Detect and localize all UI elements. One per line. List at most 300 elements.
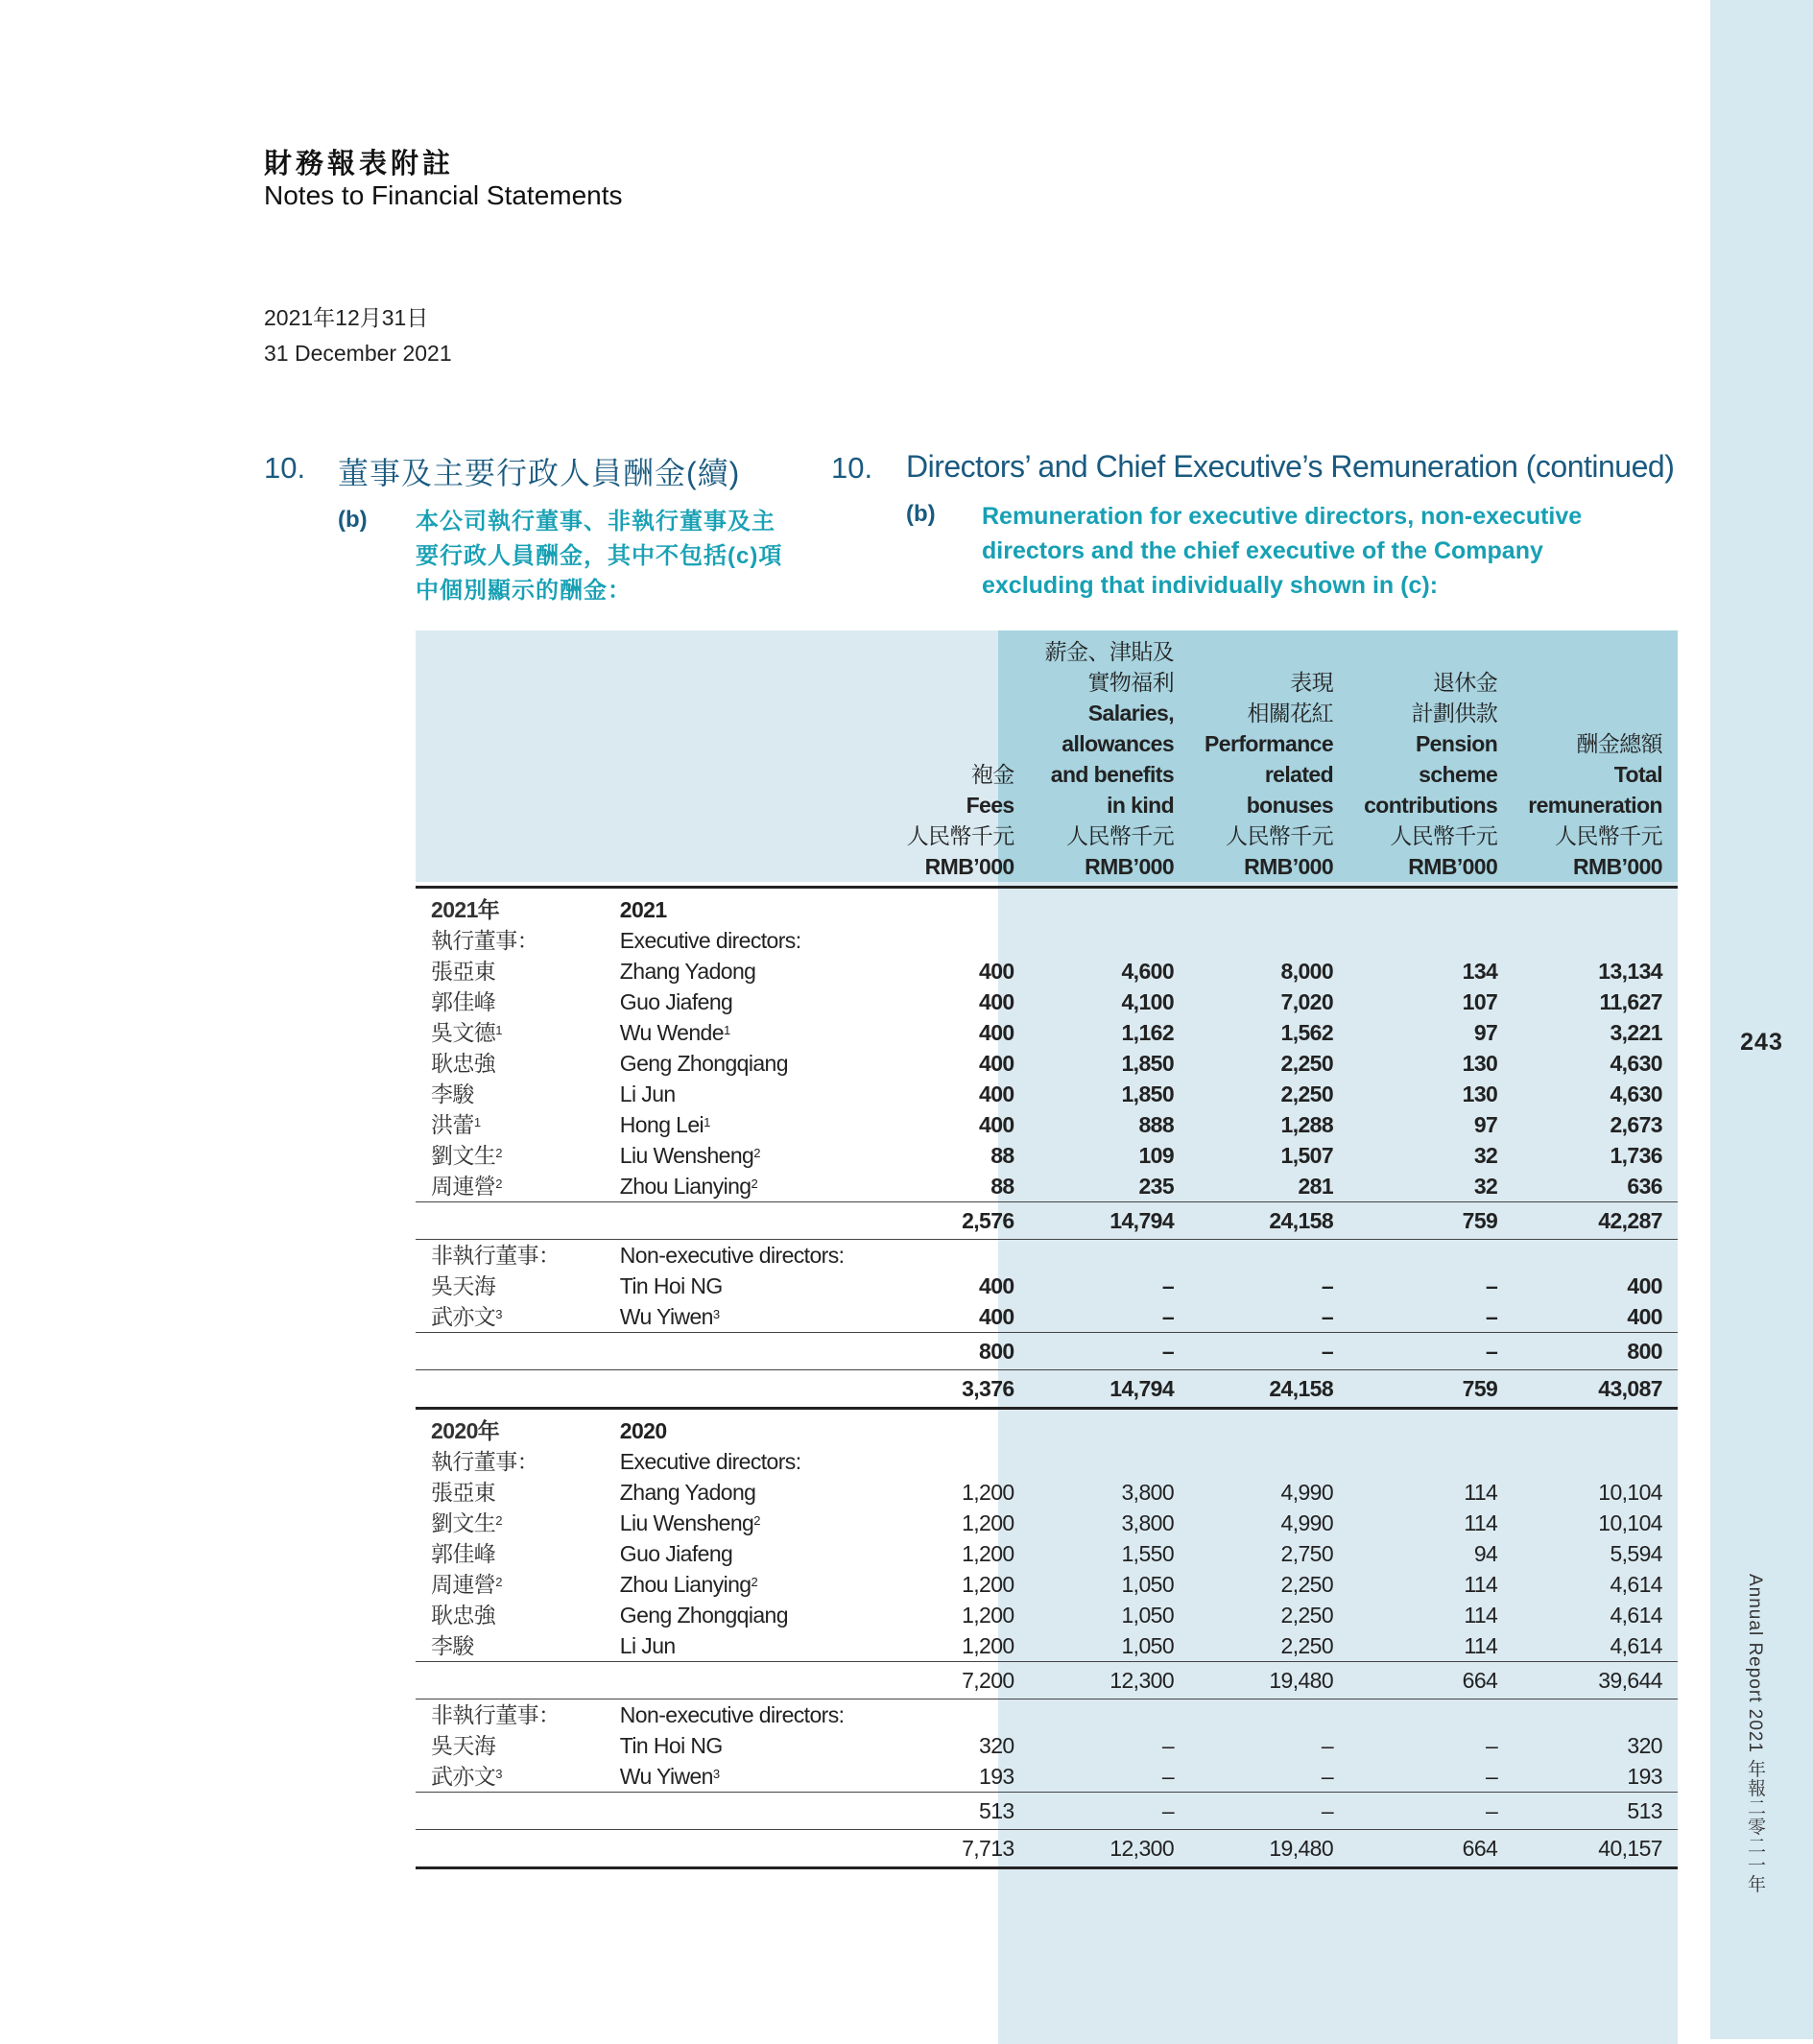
value-cell: 114 [1464, 1633, 1498, 1658]
table-row [416, 1477, 1678, 1508]
value-cell: 1,200 [962, 1541, 1014, 1566]
column-header-line: related [1264, 762, 1334, 787]
empty-cell [892, 1409, 1030, 1447]
director-name-en: Liu Wensheng$^2$ [619, 1510, 760, 1535]
column-header-line: 計劃供款 [1411, 701, 1498, 725]
column-header-line: 薪金、津貼及 [1044, 639, 1175, 664]
blank-cell [605, 1830, 892, 1868]
value-cell: 3,800 [1121, 1480, 1175, 1505]
empty-cell [1030, 925, 1189, 956]
value-cell: 12,300 [1030, 1662, 1189, 1699]
value-cell: – [1321, 1273, 1334, 1298]
empty-cell [1030, 888, 1189, 926]
value-cell: 400 [979, 1273, 1014, 1298]
value-cell: – [1189, 1333, 1348, 1370]
value-cell: – [1161, 1273, 1175, 1298]
value-cell: 42,287 [1513, 1202, 1678, 1240]
footnote-mark: 2 [751, 1176, 758, 1191]
director-name-zh: 周連營$^2$ [431, 1174, 502, 1199]
director-name-en: Hong Lei$^1$ [619, 1112, 710, 1137]
value-cell: 88 [990, 1174, 1014, 1199]
director-name-zh: 張亞東 [431, 1480, 496, 1505]
column-header-line: bonuses [1246, 793, 1334, 818]
footnote-mark: 3 [495, 1307, 502, 1321]
table-row [416, 1171, 1678, 1202]
director-name-en: Liu Wensheng$^2$ [619, 1143, 760, 1168]
director-name-zh: 洪蕾$^1$ [431, 1112, 481, 1137]
value-cell: 2,250 [1280, 1603, 1334, 1628]
column-header-line: 實物福利 [1087, 670, 1175, 695]
table-row [416, 1140, 1678, 1171]
remuneration-table-wrap [416, 630, 1678, 1869]
empty-cell [1348, 1409, 1513, 1447]
footnote-mark: 2 [495, 1575, 502, 1589]
empty-cell [892, 1240, 1030, 1272]
column-header [1189, 630, 1348, 888]
column-header-line: contributions [1364, 793, 1498, 818]
value-cell: 11,627 [1599, 989, 1662, 1014]
value-cell: 3,800 [1121, 1510, 1175, 1535]
column-header-line: 退休金 [1433, 670, 1498, 695]
value-cell: 19,480 [1189, 1830, 1348, 1868]
year-row-zh: 2021年 [416, 888, 605, 926]
footnote-mark: 2 [495, 1146, 502, 1160]
value-cell: 43,087 [1513, 1370, 1678, 1409]
column-header-line: RMB’000 [1573, 854, 1662, 879]
footnote-mark: 3 [712, 1767, 720, 1781]
value-cell: 400 [1627, 1304, 1662, 1329]
empty-cell [1030, 1409, 1189, 1447]
subsection-letter-zh: (b) [338, 507, 368, 533]
value-cell: 1,288 [1280, 1112, 1334, 1137]
value-cell: 130 [1462, 1051, 1498, 1076]
value-cell: 664 [1348, 1830, 1513, 1868]
empty-cell [1189, 888, 1348, 926]
value-cell: – [1189, 1793, 1348, 1830]
director-name-zh: 吳文德$^1$ [431, 1020, 502, 1045]
empty-cell [1513, 1409, 1678, 1447]
value-cell: 513 [1513, 1793, 1678, 1830]
value-cell: 888 [1138, 1112, 1175, 1137]
value-cell: – [1321, 1764, 1334, 1789]
table-row [416, 1017, 1678, 1048]
column-header [1348, 630, 1513, 888]
column-header-line: Total [1613, 762, 1662, 787]
column-header-line: 人民幣千元 [906, 823, 1014, 848]
column-header-line: Salaries, [1087, 701, 1175, 725]
group-label-row-en: Non-executive directors: [605, 1699, 892, 1731]
value-cell: 320 [1627, 1733, 1662, 1758]
empty-cell [1189, 1240, 1348, 1272]
director-name-en: Tin Hoi NG [619, 1273, 723, 1298]
subsection-title-en: Remuneration for executive directors, non-executive directors and the chief executive of the Company excluding that individually shown in (c): [982, 503, 1583, 599]
total-row [416, 1830, 1678, 1868]
value-cell: 4,614 [1610, 1603, 1662, 1628]
footnote-mark: 1 [473, 1115, 481, 1129]
value-cell: 8,000 [1280, 959, 1334, 984]
value-cell: 5,594 [1610, 1541, 1662, 1566]
empty-cell [1189, 925, 1348, 956]
director-name-en: Tin Hoi NG [619, 1733, 723, 1758]
value-cell: 130 [1462, 1081, 1498, 1106]
column-header-line: RMB’000 [924, 854, 1014, 879]
value-cell: 193 [1627, 1764, 1662, 1789]
header-blank [605, 630, 892, 888]
empty-cell [1030, 1446, 1189, 1477]
value-cell: 636 [1627, 1174, 1662, 1199]
year-row [416, 888, 1678, 926]
value-cell: 4,990 [1280, 1510, 1334, 1535]
director-name-en: Zhou Lianying$^2$ [619, 1572, 758, 1597]
director-name-zh: 吳天海 [431, 1273, 496, 1298]
value-cell: 513 [892, 1793, 1030, 1830]
page-number: 243 [1740, 1029, 1783, 1056]
director-name-zh: 郭佳峰 [431, 1541, 496, 1566]
empty-cell [1513, 1699, 1678, 1731]
value-cell: 2,250 [1280, 1051, 1334, 1076]
date-en: 31 December 2021 [264, 341, 452, 366]
blank-cell [605, 1333, 892, 1370]
value-cell: – [1161, 1304, 1175, 1329]
table-row [416, 1079, 1678, 1109]
value-cell: 759 [1348, 1202, 1513, 1240]
value-cell: 1,550 [1121, 1541, 1175, 1566]
value-cell: 4,630 [1610, 1081, 1662, 1106]
column-header-line: 人民幣千元 [1226, 823, 1334, 848]
value-cell: 32 [1473, 1174, 1498, 1199]
column-header-line: 人民幣千元 [1390, 823, 1498, 848]
value-cell: 94 [1473, 1541, 1498, 1566]
value-cell: 1,736 [1610, 1143, 1662, 1168]
blank-cell [605, 1202, 892, 1240]
value-cell: 281 [1298, 1174, 1334, 1199]
value-cell: – [1161, 1733, 1175, 1758]
table-row [416, 1538, 1678, 1569]
blank-cell [416, 1333, 605, 1370]
value-cell: 320 [979, 1733, 1014, 1758]
blank-cell [416, 1370, 605, 1409]
value-cell: 4,614 [1610, 1633, 1662, 1658]
value-cell: 400 [979, 1304, 1014, 1329]
value-cell: 400 [979, 1020, 1014, 1045]
column-header-line: 相關花紅 [1247, 701, 1334, 725]
footnote-mark: 2 [751, 1575, 758, 1589]
column-header-line: Fees [966, 793, 1014, 818]
value-cell: 193 [979, 1764, 1014, 1789]
table-row [416, 956, 1678, 986]
value-cell: 1,850 [1121, 1051, 1175, 1076]
value-cell: 114 [1464, 1572, 1498, 1597]
value-cell: 1,200 [962, 1510, 1014, 1535]
value-cell: 400 [979, 1081, 1014, 1106]
value-cell: 7,713 [892, 1830, 1030, 1868]
value-cell: – [1348, 1333, 1513, 1370]
empty-cell [892, 925, 1030, 956]
value-cell: 114 [1464, 1510, 1498, 1535]
blank-cell [605, 1793, 892, 1830]
director-name-zh: 耿忠強 [431, 1051, 496, 1076]
empty-cell [1348, 1699, 1513, 1731]
subtotal-row [416, 1333, 1678, 1370]
value-cell: – [1486, 1273, 1498, 1298]
empty-cell [892, 888, 1030, 926]
table-row [416, 1109, 1678, 1140]
column-header-line: 袍金 [970, 762, 1014, 787]
value-cell: – [1030, 1333, 1189, 1370]
subtotal-row [416, 1793, 1678, 1830]
column-header-line: allowances [1062, 731, 1175, 756]
value-cell: 4,630 [1610, 1051, 1662, 1076]
director-name-zh: 張亞東 [431, 959, 496, 984]
subsection-title-zh: 本公司執行董事、非執行董事及主要行政人員酬金，其中不包括(c)項中個別顯示的酬金： [416, 509, 783, 604]
group-label-row [416, 1446, 1678, 1477]
director-name-en: Zhang Yadong [619, 1480, 756, 1505]
column-header-line: 人民幣千元 [1066, 823, 1175, 848]
table-row [416, 1048, 1678, 1079]
director-name-en: Geng Zhongqiang [619, 1603, 788, 1628]
column-header-line: 人民幣千元 [1554, 823, 1662, 848]
value-cell: 10,104 [1598, 1480, 1662, 1505]
empty-cell [1513, 925, 1678, 956]
section-number-zh: 10. [264, 451, 306, 485]
director-name-zh: 周連營$^2$ [431, 1572, 502, 1597]
director-name-en: Li Jun [619, 1633, 676, 1658]
value-cell: 400 [979, 959, 1014, 984]
column-header-line: RMB’000 [1085, 854, 1175, 879]
value-cell: – [1321, 1304, 1334, 1329]
section-number-en: 10. [831, 451, 873, 485]
empty-cell [1513, 1240, 1678, 1272]
director-name-zh: 郭佳峰 [431, 989, 496, 1014]
year-row-en: 2021 [605, 888, 892, 926]
empty-cell [1030, 1699, 1189, 1731]
value-cell: 39,644 [1513, 1662, 1678, 1699]
table-row [416, 1271, 1678, 1301]
column-header-line: remuneration [1528, 793, 1662, 818]
table-row [416, 1301, 1678, 1333]
value-cell: 7,200 [892, 1662, 1030, 1699]
director-name-en: Guo Jiafeng [619, 989, 733, 1014]
value-cell: 1,200 [962, 1572, 1014, 1597]
value-cell: 400 [1627, 1273, 1662, 1298]
value-cell: – [1161, 1764, 1175, 1789]
table-header-row [416, 630, 1678, 888]
value-cell: 3,376 [892, 1370, 1030, 1409]
column-header [1030, 630, 1189, 888]
director-name-en: Wu Yiwen$^3$ [619, 1304, 720, 1329]
value-cell: 2,250 [1280, 1081, 1334, 1106]
value-cell: – [1321, 1733, 1334, 1758]
director-name-en: Guo Jiafeng [619, 1541, 733, 1566]
director-name-zh: 吳天海 [431, 1733, 496, 1758]
group-label-row-zh: 非執行董事： [416, 1699, 605, 1731]
value-cell: – [1486, 1304, 1498, 1329]
footnote-mark: 3 [712, 1307, 720, 1321]
column-header-line: in kind [1107, 793, 1175, 818]
group-label-row-en: Executive directors: [619, 928, 801, 953]
table-row [416, 1569, 1678, 1600]
value-cell: 2,250 [1280, 1572, 1334, 1597]
value-cell: 800 [1513, 1333, 1678, 1370]
value-cell: 107 [1462, 989, 1498, 1014]
report-label: Annual Report 2021 年報二零二一年 [1745, 1574, 1765, 1894]
blank-cell [416, 1830, 605, 1868]
value-cell: 13,134 [1598, 959, 1662, 984]
director-name-en: Wu Yiwen$^3$ [619, 1764, 720, 1789]
director-name-zh: 劉文生$^2$ [431, 1143, 502, 1168]
value-cell: 88 [990, 1143, 1014, 1168]
empty-cell [1348, 925, 1513, 956]
subsection-letter-en: (b) [906, 501, 936, 527]
value-cell: 800 [892, 1333, 1030, 1370]
table-row [416, 1761, 1678, 1793]
column-header-line: 酬金總額 [1576, 731, 1662, 756]
header-blank [416, 630, 605, 888]
footnote-mark: 2 [495, 1513, 502, 1528]
footnote-mark: 2 [495, 1176, 502, 1191]
empty-cell [1348, 1446, 1513, 1477]
footnote-mark: 1 [704, 1115, 710, 1129]
value-cell: 1,507 [1280, 1143, 1334, 1168]
empty-cell [1030, 1240, 1189, 1272]
footnote-mark: 1 [495, 1023, 502, 1037]
value-cell: 235 [1138, 1174, 1175, 1199]
column-header-line: RMB’000 [1408, 854, 1498, 879]
blank-cell [416, 1662, 605, 1699]
value-cell: 1,200 [962, 1633, 1014, 1658]
value-cell: 7,020 [1280, 989, 1334, 1014]
value-cell: 14,794 [1030, 1370, 1189, 1409]
value-cell: 1,050 [1121, 1603, 1175, 1628]
group-label-row-zh: 非執行董事： [416, 1240, 605, 1272]
value-cell: 32 [1473, 1143, 1498, 1168]
value-cell: 2,250 [1280, 1633, 1334, 1658]
year-row-zh: 2020年 [416, 1409, 605, 1447]
footnote-mark: 1 [723, 1023, 730, 1037]
value-cell: 1,850 [1121, 1081, 1175, 1106]
value-cell: 24,158 [1189, 1202, 1348, 1240]
empty-cell [1348, 1240, 1513, 1272]
group-label-row [416, 1240, 1678, 1272]
value-cell: 2,673 [1610, 1112, 1662, 1137]
director-name-en: Li Jun [619, 1081, 676, 1106]
value-cell: 114 [1464, 1480, 1498, 1505]
column-header-line: Pension [1415, 731, 1498, 756]
column-header-line: scheme [1419, 762, 1498, 787]
total-row [416, 1370, 1678, 1409]
table-row [416, 1730, 1678, 1761]
empty-cell [1189, 1446, 1348, 1477]
value-cell: 24,158 [1189, 1370, 1348, 1409]
group-label-row-zh: 執行董事： [431, 1449, 539, 1474]
empty-cell [1189, 1699, 1348, 1731]
remuneration-table [416, 630, 1678, 1869]
value-cell: – [1486, 1764, 1498, 1789]
group-label-row-en: Executive directors: [619, 1449, 801, 1474]
column-header-line: 表現 [1290, 670, 1334, 695]
header-title-en: Notes to Financial Statements [264, 180, 623, 210]
footnote-mark: 2 [753, 1146, 760, 1160]
subtotal-row [416, 1662, 1678, 1699]
blank-cell [605, 1662, 892, 1699]
empty-cell [892, 1446, 1030, 1477]
table-body [416, 630, 1678, 1868]
director-name-zh: 李駿 [431, 1633, 474, 1658]
blank-cell [416, 1793, 605, 1830]
value-cell: – [1348, 1793, 1513, 1830]
column-header-line: and benefits [1050, 762, 1175, 787]
group-label-row-en: Non-executive directors: [605, 1240, 892, 1272]
value-cell: 4,100 [1121, 989, 1175, 1014]
value-cell: 114 [1464, 1603, 1498, 1628]
value-cell: 664 [1348, 1662, 1513, 1699]
value-cell: 400 [979, 1051, 1014, 1076]
director-name-zh: 耿忠強 [431, 1603, 496, 1628]
value-cell: 1,200 [962, 1480, 1014, 1505]
header-title-zh: 財務報表附註 [264, 147, 455, 179]
value-cell: 97 [1473, 1112, 1498, 1137]
column-header [1513, 630, 1678, 888]
subtotal-row [416, 1202, 1678, 1240]
empty-cell [1189, 1409, 1348, 1447]
value-cell: 1,200 [962, 1603, 1014, 1628]
table-row [416, 986, 1678, 1017]
value-cell: 1,162 [1121, 1020, 1175, 1045]
value-cell: 2,750 [1280, 1541, 1334, 1566]
value-cell: 4,990 [1280, 1480, 1334, 1505]
director-name-zh: 李駿 [431, 1081, 474, 1106]
value-cell: 109 [1138, 1143, 1175, 1168]
value-cell: 1,562 [1280, 1020, 1334, 1045]
director-name-zh: 武亦文$^3$ [431, 1764, 502, 1789]
group-label-row-zh: 執行董事： [431, 928, 539, 953]
value-cell: 2,576 [892, 1202, 1030, 1240]
value-cell: 759 [1348, 1370, 1513, 1409]
value-cell: 400 [979, 1112, 1014, 1137]
director-name-en: Wu Wende$^1$ [619, 1020, 730, 1045]
value-cell: 1,050 [1121, 1633, 1175, 1658]
value-cell: 97 [1473, 1020, 1498, 1045]
value-cell: – [1486, 1733, 1498, 1758]
blank-cell [416, 1202, 605, 1240]
value-cell: 134 [1462, 959, 1498, 984]
column-header [892, 630, 1030, 888]
value-cell: 1,050 [1121, 1572, 1175, 1597]
group-label-row [416, 1699, 1678, 1731]
value-cell: 4,600 [1121, 959, 1175, 984]
director-name-zh: 劉文生$^2$ [431, 1510, 502, 1535]
director-name-en: Zhou Lianying$^2$ [619, 1174, 758, 1199]
year-row [416, 1409, 1678, 1447]
empty-cell [1513, 1446, 1678, 1477]
director-name-en: Geng Zhongqiang [619, 1051, 788, 1076]
value-cell: 14,794 [1030, 1202, 1189, 1240]
section-title-en: Directors’ and Chief Executive’s Remuneration (continued) [906, 449, 1675, 484]
director-name-zh: 武亦文$^3$ [431, 1304, 502, 1329]
section-title-zh: 董事及主要行政人員酬金(續) [338, 456, 741, 490]
director-name-en: Zhang Yadong [619, 959, 756, 984]
empty-cell [892, 1699, 1030, 1731]
value-cell: – [1030, 1793, 1189, 1830]
table-row [416, 1630, 1678, 1662]
column-header-line: RMB’000 [1244, 854, 1334, 879]
value-cell: 40,157 [1513, 1830, 1678, 1868]
footnote-mark: 3 [495, 1767, 502, 1781]
footnote-mark: 2 [753, 1513, 760, 1528]
group-label-row [416, 925, 1678, 956]
empty-cell [1513, 888, 1678, 926]
value-cell: 12,300 [1030, 1830, 1189, 1868]
